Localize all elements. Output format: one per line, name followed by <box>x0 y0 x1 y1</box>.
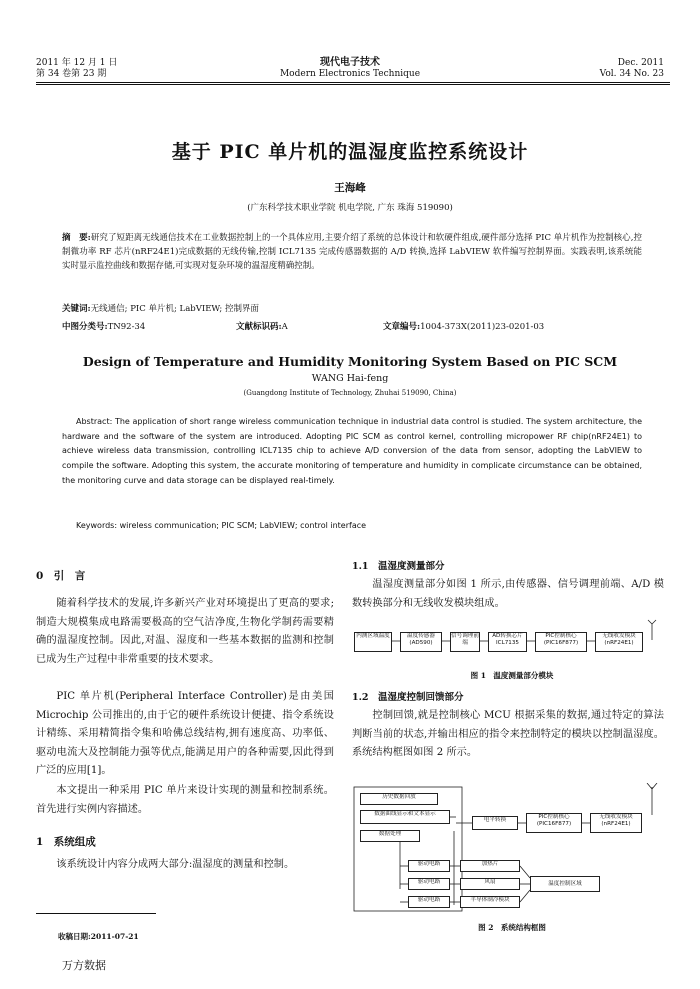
affiliation-en: (Guangdong Institute of Technology, Zhuhai 519090, China) <box>243 389 457 397</box>
figure-1-caption: 图 1 温度测量部分模块 <box>470 671 554 680</box>
fig2-box-level: 电平转换 <box>472 816 518 830</box>
article-value: 1004-373X(2011)23-0201-03 <box>420 322 545 332</box>
abstract-cn-label: 摘 要: <box>62 233 91 243</box>
header-journal-en: Modern Electronics Technique <box>279 69 421 79</box>
author-cn: 王海峰 <box>334 182 366 194</box>
header-rule-2 <box>36 84 670 85</box>
intro-paragraph-3: 本文提出一种采用 PIC 单片来设计实现的测量和控制系统。首先进行实例内容描述。 <box>36 785 334 815</box>
keywords-en-label: Keywords: <box>76 521 118 530</box>
abstract-cn <box>62 231 642 273</box>
paper-title-cn: 基于 PIC 单片机的温湿度监控系统设计 <box>171 141 529 163</box>
keywords-en-text: wireless communication; PIC SCM; LabVIEW; control interface <box>117 521 367 530</box>
article-number <box>383 320 544 332</box>
section-1-2-heading: 1.2 温湿度控制回馈部分 <box>352 692 464 703</box>
fig2-box-pic: PIC控制核心(PIC16F877) <box>526 813 582 833</box>
fig1-box-wireless: 无线收发模块(nRF24E1) <box>595 632 643 652</box>
fig2-box-curve: 数据曲线显示和文本显示 <box>360 810 450 824</box>
keywords-cn-label: 关键词: <box>62 304 91 314</box>
fig1-box-sensor: 温度传感器(AD590) <box>400 632 442 652</box>
header-volume-cn: 第 34 卷第 23 期 <box>36 69 107 79</box>
header-volume-en: Vol. 34 No. 23 <box>599 69 664 79</box>
clc-label: 中图分类号: <box>62 322 108 332</box>
fig1-box-conditioning: 信号调理前端 <box>450 632 480 652</box>
clc-number <box>62 320 145 332</box>
fig1-box-adc: AD转换芯片ICL7135 <box>488 632 527 652</box>
affiliation-cn: (广东科学技术职业学院 机电学院, 广东 珠海 519090) <box>247 203 453 213</box>
abstract-en-label: Abstract: <box>76 417 113 426</box>
abstract-en-text: The application of short range wireless communication technique in industrial data control is studied. The system architecture, the hardware and the software of the system are introduced. Adopting PIC SCM as control kernel, controlling micropower RF chip(nRF24E1) to achieve wireless data transmission, controlling ICL7135 chip to achieve A/D conversion of the data from sensor, adopting the LabVIEW to compile the software. Adopting this system, the accurate monitoring of temperature and humidity in complicate circumstance can be obtained, the monitoring curve and data storage can be displayed real-timely. <box>62 417 642 485</box>
footnote-rule <box>36 913 156 914</box>
fig2-box-drive-2: 驱动电路 <box>408 878 450 890</box>
fig1-box-pic: PIC控制核心(PIC16F877) <box>535 632 587 652</box>
header-rule <box>36 82 670 83</box>
section-1-heading: 1 系统组成 <box>36 836 96 848</box>
fig1-box-zone: 内测区域温度 <box>354 632 392 652</box>
measurement-paragraph: 温湿度测量部分如图 1 所示,由传感器、信号调理前端、A/D 模数转换部分和无线收发模块组成。 <box>352 579 664 609</box>
fig2-box-wireless: 无线收发模块(nRF24E1) <box>590 813 642 833</box>
fig2-box-control-area: 温度控制区域 <box>530 876 600 892</box>
figure-2 <box>352 783 672 913</box>
fig2-box-history: 历史数据回放 <box>360 793 438 805</box>
keywords-cn <box>62 302 642 316</box>
fig2-box-drive-1: 驱动电路 <box>408 860 450 872</box>
system-paragraph: 该系统设计内容分成两大部分:温湿度的测量和控制。 <box>56 859 295 870</box>
fig2-box-heater: 加热片 <box>460 860 520 872</box>
intro-paragraph-2: PIC 单片机(Peripheral Interface Controller)是由美国 Microchip 公司推出的,由于它的硬件系统设计便捷、指令系统设计精练、采用精简指令集和哈佛总线结构,拥有速度高、功率低、驱动电流大及控制能力强等优点,能满足用户的各种需要,因此得到广泛的应用[1]。 <box>36 691 334 777</box>
keywords-cn-text: 无线通信; PIC 单片机; LabVIEW; 控制界面 <box>90 304 259 314</box>
doc-code <box>236 320 288 332</box>
fig2-box-processing: 数据处理 <box>360 830 420 842</box>
doc-value: A <box>281 322 288 332</box>
section-1-1-heading: 1.1 温湿度测量部分 <box>352 561 445 572</box>
abstract-cn-text: 研究了短距离无线通信技术在工业数据控制上的一个具体应用,主要介绍了系统的总体设计和软硬件组成,硬件部分选择 PIC 单片机作为控制核心,控制微功率 RF 芯片(nRF24E1)完成数据的无线传输,控制 ICL7135 完成传感器数据的 A/D 转换,选择 LabVIEW 软件编写控制界面。实践表明,该系统能实时显示监控曲线和数据存储,可实现对复杂环境的温湿度精确控制。 <box>62 233 642 271</box>
fig2-box-semiconductor: 半导体制冷模块 <box>460 896 520 908</box>
fig2-box-fan: 风扇 <box>460 878 520 890</box>
paper-title-en: Design of Temperature and Humidity Monitoring System Based on PIC SCM <box>82 354 618 369</box>
clc-value: TN92-34 <box>107 322 146 332</box>
article-label: 文章编号: <box>383 322 421 332</box>
doc-label: 文献标识码: <box>236 322 282 332</box>
header-journal-cn: 现代电子技术 <box>320 57 380 68</box>
section-0-heading: 0 引 言 <box>36 570 86 582</box>
header-date-cn: 2011 年 12 月 1 日 <box>36 58 118 68</box>
received-date: 收稿日期:2011-07-21 <box>58 932 139 941</box>
intro-paragraph-1: 随着科学技术的发展,许多新兴产业对环境提出了更高的要求;制造大规模集成电路需要极高的空气洁净度,生物化学制药需要精确的温湿度控制。因此,对温、湿度和一些基本数据的监测和控制已成为生产过程中非常重要的技术要求。 <box>36 598 334 665</box>
fig2-box-drive-3: 驱动电路 <box>408 896 450 908</box>
figure-1 <box>352 616 672 666</box>
figure-2-caption: 图 2 系统结构框图 <box>478 923 546 932</box>
keywords-en <box>62 519 656 534</box>
abstract-en <box>62 415 642 489</box>
header-date-en: Dec. 2011 <box>617 58 664 68</box>
footer-watermark: 万方数据 <box>62 959 106 972</box>
author-en: WANG Hai-feng <box>311 373 389 384</box>
feedback-paragraph: 控制回馈,就是控制核心 MCU 根据采集的数据,通过特定的算法判断当前的状态,并输出相应的指令来控制特定的模块以控制温湿度。系统结构框图如图 2 所示。 <box>352 710 664 759</box>
